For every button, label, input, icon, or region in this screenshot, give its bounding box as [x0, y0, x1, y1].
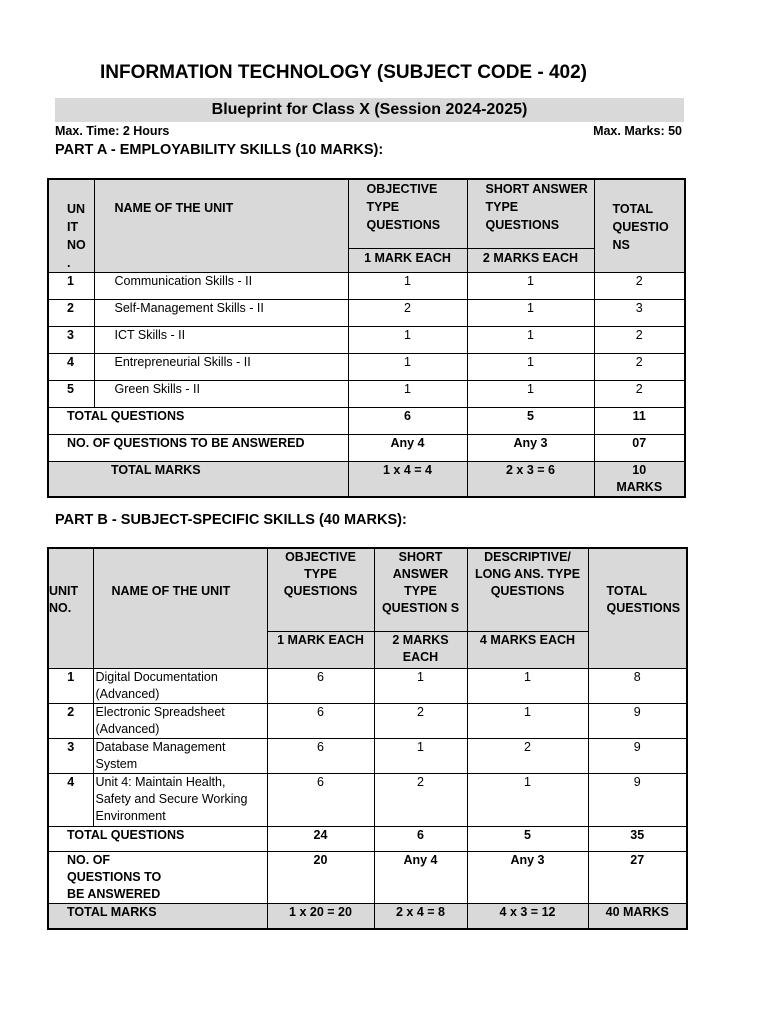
page-title: INFORMATION TECHNOLOGY (SUBJECT CODE - 402)	[100, 62, 587, 83]
unit-no-header: UNIT NO.	[48, 548, 93, 669]
part-b-table	[47, 547, 688, 930]
objective-marks-header: 1 MARK EACH	[267, 632, 374, 669]
objective-marks-header: 1 MARK EACH	[348, 249, 467, 273]
unit-name-header: NAME OF THE UNIT	[94, 179, 348, 273]
max-marks: Max. Marks: 50	[593, 124, 682, 138]
to-be-answered-row: NO. OF QUESTIONS TO BE ANSWERED 20 Any 4 Any 3 27	[48, 852, 687, 904]
table-row: 1 Communication Skills - II 1 1 2	[48, 273, 685, 300]
table-row: 1 Digital Documentation (Advanced) 6 1 1 8	[48, 669, 687, 704]
part-a-heading: PART A - EMPLOYABILITY SKILLS (10 MARKS):	[55, 142, 384, 158]
short-answer-header: SHORT ANSWER TYPE QUESTION S	[374, 548, 467, 632]
total-marks-row: TOTAL MARKS 1 x 20 = 20 2 x 4 = 8 4 x 3 = 12 40 MARKS	[48, 904, 687, 930]
long-answer-header: DESCRIPTIVE/ LONG ANS. TYPE QUESTIONS	[467, 548, 588, 632]
total-questions-header: TOTAL QUESTIONS	[588, 548, 687, 669]
table-row: 3 ICT Skills - II 1 1 2	[48, 327, 685, 354]
table-row: 4 Entrepreneurial Skills - II 1 1 2	[48, 354, 685, 381]
table-row: 5 Green Skills - II 1 1 2	[48, 381, 685, 408]
part-a-table	[47, 178, 686, 498]
table-row: 2 Self-Management Skills - II 2 1 3	[48, 300, 685, 327]
objective-header: OBJECTIVE TYPE QUESTIONS	[267, 548, 374, 632]
max-time: Max. Time: 2 Hours	[55, 124, 170, 138]
long-marks-header: 4 MARKS EACH	[467, 632, 588, 669]
total-questions-row: TOTAL QUESTIONS 24 6 5 35	[48, 827, 687, 852]
short-marks-header: 2 MARKS EACH	[374, 632, 467, 669]
unit-no-header: UN IT NO .	[48, 179, 94, 273]
total-questions-row: TOTAL QUESTIONS 6 5 11	[48, 408, 685, 435]
short-marks-header: 2 MARKS EACH	[467, 249, 594, 273]
total-marks-row: TOTAL MARKS 1 x 4 = 4 2 x 3 = 6 10 MARKS	[48, 462, 685, 498]
unit-name-header: NAME OF THE UNIT	[93, 548, 267, 669]
total-questions-header: TOTAL QUESTIO NS	[594, 179, 685, 273]
short-answer-header: SHORT ANSWER TYPE QUESTIONS	[467, 179, 594, 249]
table-row: 2 Electronic Spreadsheet (Advanced) 6 2 1 9	[48, 704, 687, 739]
to-be-answered-row: NO. OF QUESTIONS TO BE ANSWERED Any 4 Any 3 07	[48, 435, 685, 462]
table-row: 3 Database Management System 6 1 2 9	[48, 739, 687, 774]
table-row: 4 Unit 4: Maintain Health, Safety and Secure Working Environment 6 2 1 9	[48, 774, 687, 827]
blueprint-subtitle: Blueprint for Class X (Session 2024-2025)	[55, 98, 684, 122]
objective-header: OBJECTIVE TYPE QUESTIONS	[348, 179, 467, 249]
part-b-heading: PART B - SUBJECT-SPECIFIC SKILLS (40 MARKS):	[55, 512, 407, 528]
